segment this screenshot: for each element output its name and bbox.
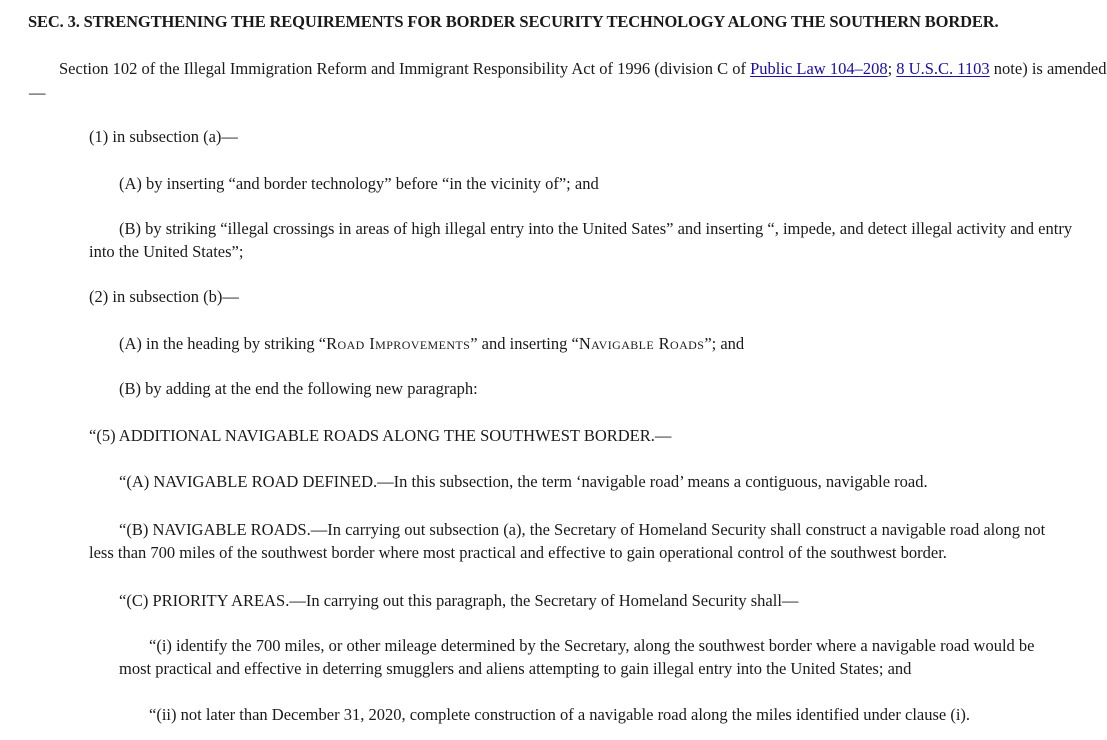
item-1-a: (A) by inserting “and border technology” before “in the vicinity of”; and (119, 174, 599, 193)
paragraph-5-b-line1: “(B) NAVIGABLE ROADS.—In carrying out subsection (a), the Secretary of Homeland Security shall construct a navigable road along not (119, 520, 1046, 539)
paragraph-5-c: “(C) PRIORITY AREAS.—In carrying out this paragraph, the Secretary of Homeland Security shall— (119, 591, 799, 610)
intro-text: Section 102 of the Illegal Immigration Reform and Immigrant Responsibility Act of 1996 (division C of (59, 59, 751, 78)
item-2-b: (B) by adding at the end the following new paragraph: (119, 379, 478, 398)
clause-ii: “(ii) not later than December 31, 2020, complete construction of a navigable road along the miles identified under clause (i). (149, 705, 971, 724)
item-2-a-new-heading: Navigable Roads (578, 334, 705, 353)
item-2-a-old-heading: Road Improvements (326, 334, 471, 353)
item-2-a (119, 332, 744, 355)
section-heading: SEC. 3. STRENGTHENING THE REQUIREMENTS FOR BORDER SECURITY TECHNOLOGY ALONG THE SOUTHERN BORDER. (28, 12, 999, 31)
item-1-b-line2: into the United States”; (89, 242, 244, 261)
item-2-a-mid: ” and inserting “ (470, 334, 579, 353)
usc-link[interactable]: 8 U.S.C. 1103 (896, 59, 990, 78)
item-2: (2) in subsection (b)— (89, 287, 239, 306)
paragraph-5-b-line2: less than 700 miles of the southwest border where most practical and effective to gain operational control of the southwest border. (89, 543, 947, 562)
clause-i-line2: most practical and effective in deterring smugglers and aliens attempting to gain illegal entry into the United States; and (119, 659, 912, 678)
public-law-link[interactable]: Public Law 104–208 (750, 59, 888, 78)
item-1-b-line1: (B) by striking “illegal crossings in areas of high illegal entry into the United Sates” and inserting “, impede, and detect illegal activity and entry (119, 219, 1073, 238)
paragraph-5-a: “(A) NAVIGABLE ROAD DEFINED.—In this subsection, the term ‘navigable road’ means a contiguous, navigable road. (119, 472, 928, 491)
intro-text-end: note) is amended (989, 59, 1107, 78)
link-separator: ; (887, 59, 897, 78)
intro-dash: — (29, 83, 46, 102)
paragraph-5-heading: “(5) ADDITIONAL NAVIGABLE ROADS ALONG THE SOUTHWEST BORDER.— (89, 426, 672, 445)
clause-i-line1: “(i) identify the 700 miles, or other mileage determined by the Secretary, along the southwest border where a navigable road would be (149, 636, 1035, 655)
item-2-a-pre: (A) in the heading by striking “ (119, 334, 327, 353)
intro-paragraph (59, 57, 1107, 80)
item-1: (1) in subsection (a)— (89, 127, 238, 146)
item-2-a-post: ”; and (704, 334, 745, 353)
